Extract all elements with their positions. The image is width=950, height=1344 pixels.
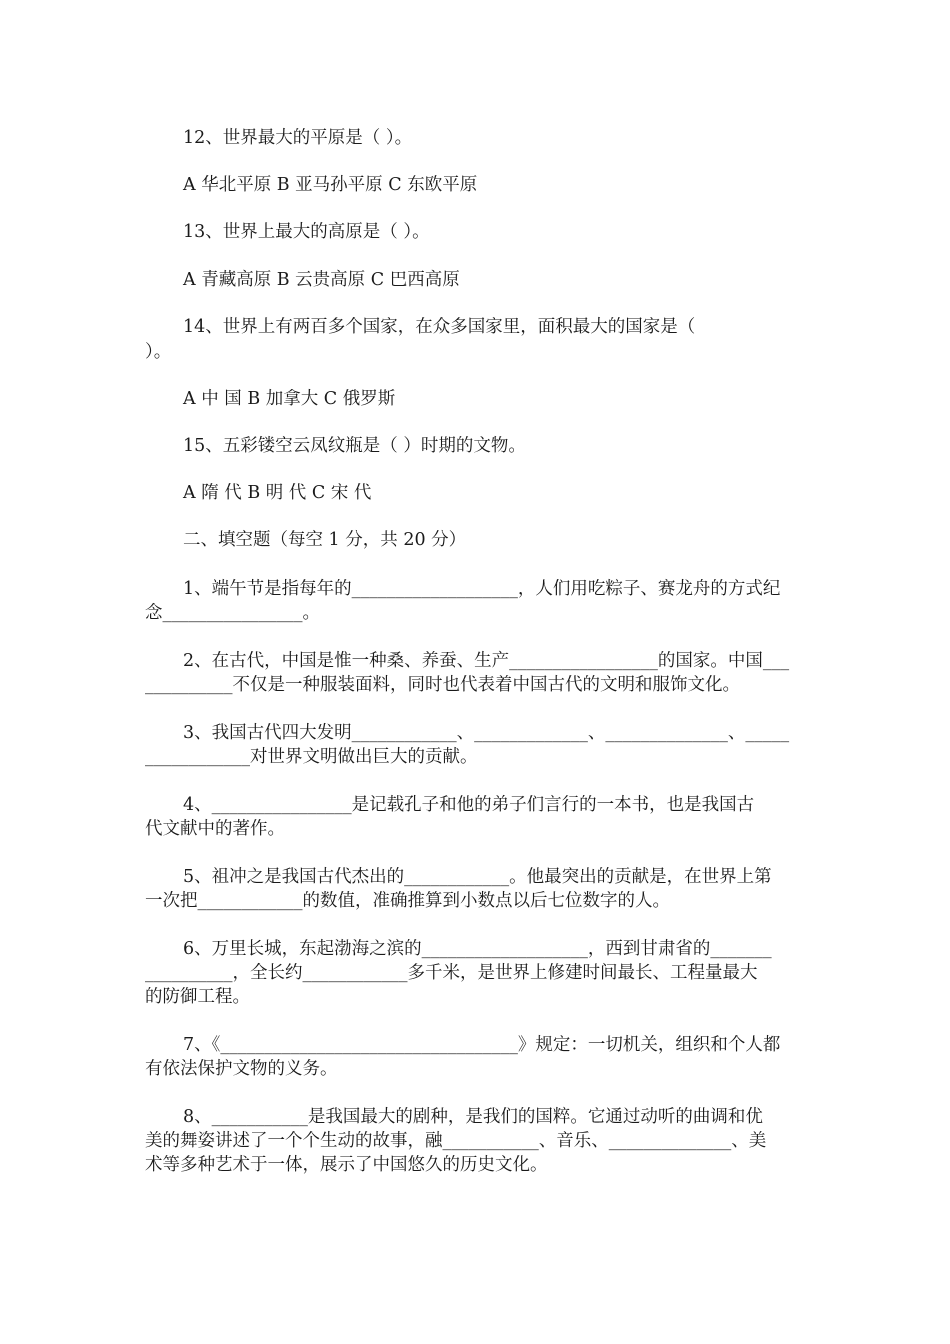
fill-question-7-line2: 有依法保护文物的义务。	[145, 1059, 338, 1079]
fill-question-2	[145, 649, 810, 697]
fill-question-7-line1: 7、《__________________________________》规定：一切机关，组织和个人都	[183, 1035, 781, 1055]
fill-question-2-line1: 2、在古代，中国是惟一种桑、养蚕、生产_________________的国家。中国___	[183, 651, 790, 671]
fill-question-6-line2: __________，全长约____________多千米，是世界上修建时间最长、工程量最大	[145, 963, 758, 983]
fill-question-8	[145, 1105, 810, 1177]
fill-question-4-line1: 4、________________是记载孔子和他的弟子们言行的一本书，也是我国古	[183, 795, 755, 815]
fill-question-6-line1: 6、万里长城，东起渤海之滨的___________________，西到甘肃省的_______	[183, 939, 772, 959]
fill-question-3	[145, 721, 810, 769]
question-13-stem: 13、世界上最大的高原是（ ）。	[183, 222, 430, 242]
fill-question-2-line2: __________不仅是一种服装面料，同时也代表着中国古代的文明和服饰文化。	[145, 675, 740, 695]
fill-question-3-line1: 3、我国古代四大发明____________、_____________、______________、_____	[183, 723, 790, 743]
fill-question-1-line1: 1、端午节是指每年的___________________，人们用吃粽子、赛龙舟的方式纪	[183, 579, 781, 599]
question-13-options: A 青藏高原 B 云贵高原 C 巴西高原	[183, 270, 460, 290]
fill-question-3-line2: ____________对世界文明做出巨大的贡献。	[145, 747, 478, 767]
fill-question-6-line3: 的防御工程。	[145, 987, 250, 1007]
fill-question-4-line2: 代文献中的著作。	[145, 819, 285, 839]
fill-question-5	[145, 865, 810, 913]
question-12-stem: 12、世界最大的平原是（ ）。	[183, 128, 413, 148]
question-14-options: A 中 国 B 加拿大 C 俄罗斯	[183, 389, 396, 409]
question-12-options: A 华北平原 B 亚马孙平原 C 东欧平原	[183, 175, 478, 195]
fill-question-6	[145, 937, 810, 1009]
section-title: 二、填空题（每空 1 分，共 20 分）	[183, 530, 467, 550]
fill-question-7	[145, 1033, 810, 1081]
fill-question-1	[145, 577, 810, 625]
fill-question-5-line1: 5、祖冲之是我国古代杰出的____________。他最突出的贡献是，在世界上第	[183, 867, 772, 887]
question-15-options: A 隋 代 B 明 代 C 宋 代	[183, 483, 372, 503]
question-15-stem: 15、五彩镂空云凤纹瓶是（ ）时期的文物。	[183, 436, 526, 456]
fill-question-5-line2: 一次把____________的数值，准确推算到小数点以后七位数字的人。	[145, 891, 670, 911]
fill-question-8-line3: 术等多种艺术于一体，展示了中国悠久的历史文化。	[145, 1155, 548, 1175]
question-14-stem-line1: 14、世界上有两百多个国家，在众多国家里，面积最大的国家是（	[183, 317, 696, 337]
fill-question-1-line2: 念________________。	[145, 603, 320, 623]
fill-question-8-line2: 美的舞姿讲述了一个个生动的故事，融___________、音乐、______________、美	[145, 1131, 767, 1151]
fill-question-8-line1: 8、___________是我国最大的剧种，是我们的国粹。它通过动听的曲调和优	[183, 1107, 763, 1127]
fill-question-4	[145, 793, 810, 841]
question-14-stem-line2: ）。	[145, 342, 172, 362]
